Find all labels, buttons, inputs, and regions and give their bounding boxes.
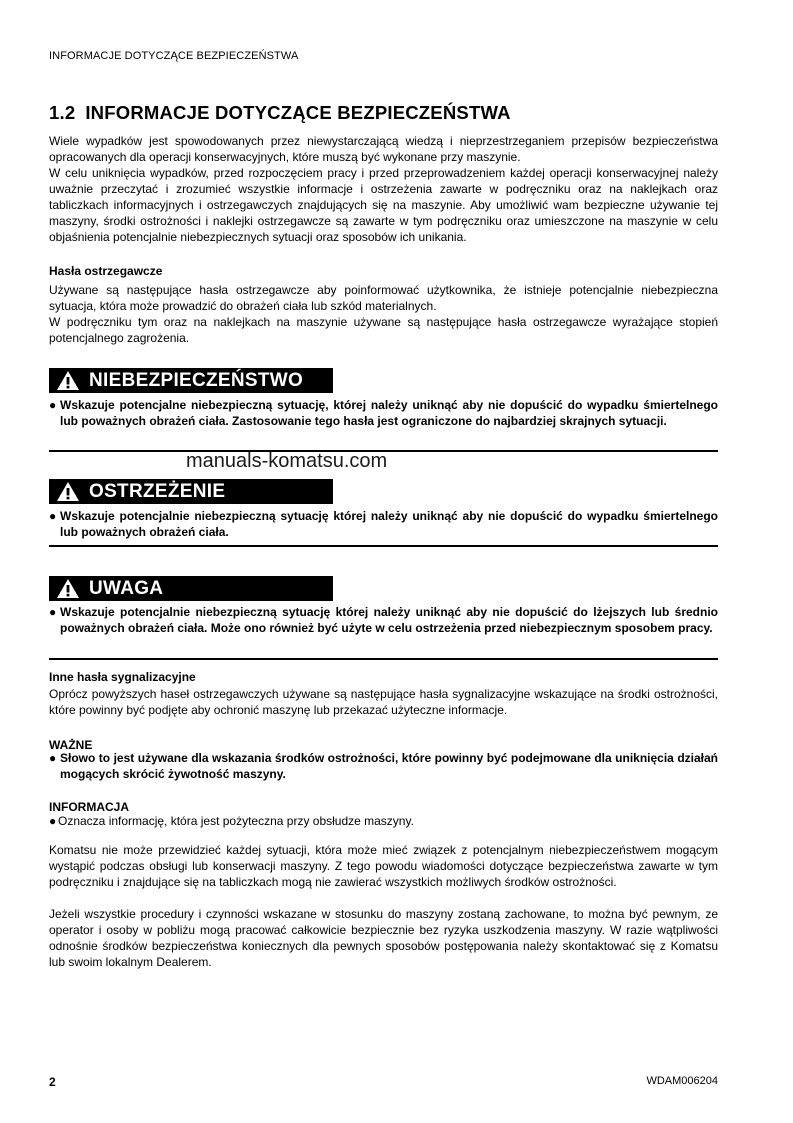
caution-text: Wskazuje potencjalnie niebezpieczną sytuację której należy uniknąć aby nie dopuścić do lżejszych lub średnio poważnych obrażeń ciała. Może ono również być użyte w celu ostrzeżenia przed niebezpiecznym sposobem pracy.: [60, 605, 718, 635]
bullet-dot: ●: [49, 398, 57, 412]
warnings-paragraph-1: Używane są następujące hasła ostrzegawcze aby poinformować użytkownika, że istnieje potencjalnie niebezpieczna sytuacja, która może prowadzić do obrażeń ciała lub szkód materialnych.: [49, 283, 718, 313]
warning-triangle-icon: [56, 578, 80, 599]
closing-paragraph-2: Jeżeli wszystkie procedury i czynności wskazane w stosunku do maszyny zostaną zachowane, to można być pewnym, ze operator i osoby w pobliżu mogą pracować całkowicie bezpiecznie bez ryzyka uszkodzenia maszyny. W razie wątpliwości odnośnie środków bezpieczeństwa koniecznych dla pewnych sposobów postępowania należy skontaktować się z Komatsu lub swoim lokalnym Dealerem.: [49, 907, 718, 969]
bullet-dot: ●: [49, 751, 57, 765]
intro-paragraph-2: W celu uniknięcia wypadków, przed rozpoczęciem pracy i przed przeprowadzeniem każdej operacji konserwacyjnej należy uważnie przeczytać i zrozumieć wszystkie informacje i ostrzeżenia zawarte w podręczniku oraz na naklejkach oraz tabliczkach informacyjnych i ostrzegawczych znajdujących się na maszynie. Aby umożliwić wam bezpieczne używanie tej maszyny, środki ostrożności i naklejki ostrzegawcze są zawarte w tym podręczniku oraz umieszczone na maszynie w celu objaśnienia potencjalnie niebezpiecznych sytuacji oraz sposobów ich unikania.: [49, 166, 718, 244]
section-title: [49, 102, 511, 124]
intro-paragraph-1: Wiele wypadków jest spowodowanych przez niewystarczającą wiedzą i nieprzestrzeganiem przepisów bezpieczeństwa opracowanych dla operacji konserwacyjnych, które muszą być wykonane przy maszynie.: [49, 134, 718, 164]
warnings-paragraph-2: W podręczniku tym oraz na naklejkach na maszynie używane są następujące hasła ostrzegawcze wyrażające stopień potencjalnego zagrożenia.: [49, 315, 718, 345]
important-heading: WAŻNE: [49, 738, 93, 752]
information-heading: INFORMACJA: [49, 800, 129, 814]
caution-divider: [49, 658, 718, 660]
bullet-dot: ●: [49, 814, 57, 828]
caution-label: UWAGA: [89, 577, 164, 599]
warnings-heading: Hasła ostrzegawcze: [49, 264, 163, 278]
section-title-text: INFORMACJE DOTYCZĄCE BEZPIECZEŃSTWA: [85, 102, 511, 123]
warning-signal-box: [49, 479, 333, 504]
warning-triangle-icon: [56, 370, 80, 391]
important-text: Słowo to jest używane dla wskazania środków ostrożności, które powinny być podejmowane dla uniknięcia działań mogących skrócić żywotność maszyny.: [60, 751, 718, 781]
warning-triangle-icon: [56, 481, 80, 502]
danger-description: [49, 397, 718, 429]
danger-signal-box: [49, 368, 333, 393]
danger-label: NIEBEZPIECZEŃSTWO: [89, 369, 304, 391]
other-signals-paragraph: Oprócz powyższych haseł ostrzegawczych używane są następujące hasła sygnalizacyjne wskazujące na środki ostrożności, które powinny być podjęte aby ochronić maszynę lub przekazać użyteczne informacje.: [49, 687, 718, 717]
document-code: WDAM006204: [646, 1075, 718, 1087]
closing-paragraph-1: Komatsu nie może przewidzieć każdej sytuacji, która może mieć związek z potencjalnym niebezpieczeństwem mogącym wystąpić podczas obsługi lub konserwacji maszyny. Z tego powodu wiadomości dotyczące bezpieczeństwa zawarte w tym podręczniku i znajdujące się na tabliczkach mogą nie zawierać wszystkich możliwych środków ostrożności.: [49, 843, 718, 889]
other-signals-heading: Inne hasła sygnalizacyjne: [49, 670, 196, 684]
caution-description: [49, 604, 718, 636]
warning-divider: [49, 545, 718, 547]
caution-signal-box: [49, 576, 333, 601]
information-text: Oznacza informację, która jest pożyteczna przy obsłudze maszyny.: [58, 814, 414, 828]
running-header: INFORMACJE DOTYCZĄCE BEZPIECZEŃSTWA: [49, 50, 299, 62]
important-description: [49, 750, 718, 782]
page-number: 2: [49, 1075, 56, 1089]
information-description: [49, 813, 718, 829]
danger-text: Wskazuje potencjalne niebezpieczną sytuację, której należy uniknąć aby nie dopuścić do wypadku śmiertelnego lub poważnych obrażeń ciała. Zastosowanie tego hasła jest ograniczone do najbardziej skrajnych sytuacji.: [60, 398, 718, 428]
watermark-text: manuals-komatsu.com: [186, 450, 388, 472]
warning-label: OSTRZEŻENIE: [89, 480, 226, 502]
section-number: 1.2: [49, 102, 76, 123]
bullet-dot: ●: [49, 605, 57, 619]
bullet-dot: ●: [49, 509, 57, 523]
warning-text: Wskazuje potencjalnie niebezpieczną sytuację której należy uniknąć aby nie dopuścić do wypadku śmiertelnego lub poważnych obrażeń ciała.: [60, 509, 718, 539]
warning-description: [49, 508, 718, 540]
